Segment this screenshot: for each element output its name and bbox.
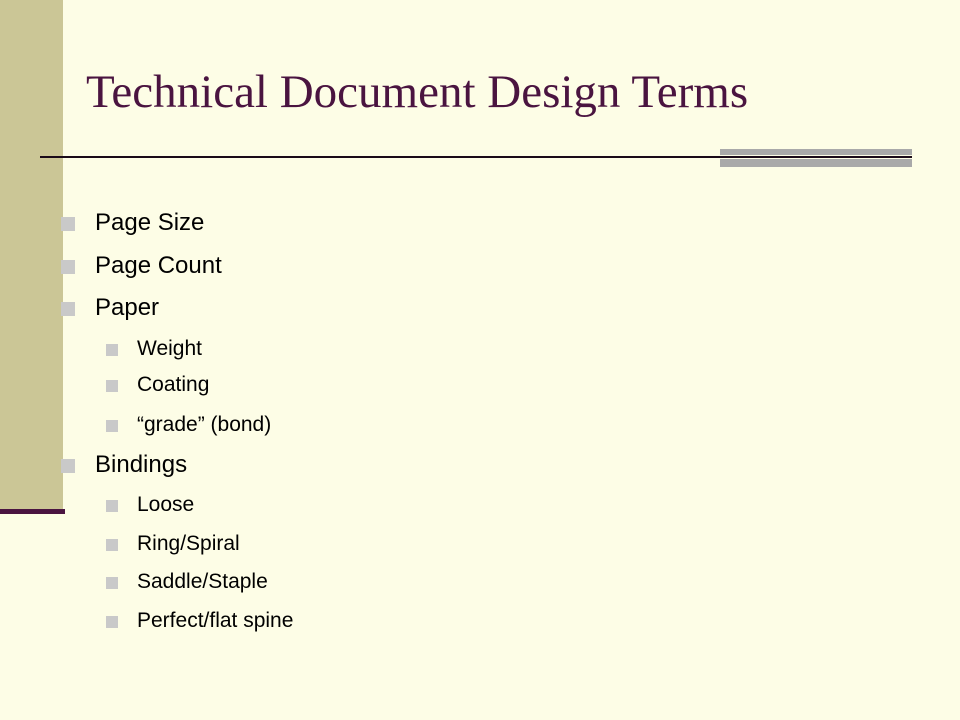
square-bullet-icon [106,539,118,551]
square-bullet-icon [106,380,118,392]
bullet-text: “grade” (bond) [137,413,272,436]
bullet-text: Ring/Spiral [137,532,240,555]
sub-bullet-item [137,372,209,398]
square-bullet-icon [106,577,118,589]
bullet-item [95,294,159,322]
bullet-item [95,252,222,280]
sub-bullet-item [137,492,194,518]
bullet-text: Page Count [95,252,222,279]
slide-title: Technical Document Design Terms [86,66,749,118]
bullet-text: Saddle/Staple [137,570,268,593]
bullet-text: Loose [137,493,195,516]
square-bullet-icon [106,420,118,432]
bullet-text: Perfect/flat spine [137,609,294,632]
bullet-text: Paper [95,294,160,321]
sub-bullet-item [137,336,202,362]
bullet-text: Bindings [95,451,188,478]
bullet-text: Weight [137,337,202,360]
sub-bullet-item [137,531,240,557]
square-bullet-icon [61,459,75,473]
sub-bullet-item [137,569,268,595]
bullet-text: Coating [137,373,210,396]
sub-bullet-item [137,412,271,438]
square-bullet-icon [61,302,75,316]
square-bullet-icon [106,500,118,512]
bullet-text: Page Size [95,209,205,236]
square-bullet-icon [106,616,118,628]
square-bullet-icon [61,217,75,231]
sub-bullet-item [137,608,293,634]
bullet-item [95,451,187,479]
square-bullet-icon [106,344,118,356]
bullet-item [95,209,204,237]
square-bullet-icon [61,260,75,274]
